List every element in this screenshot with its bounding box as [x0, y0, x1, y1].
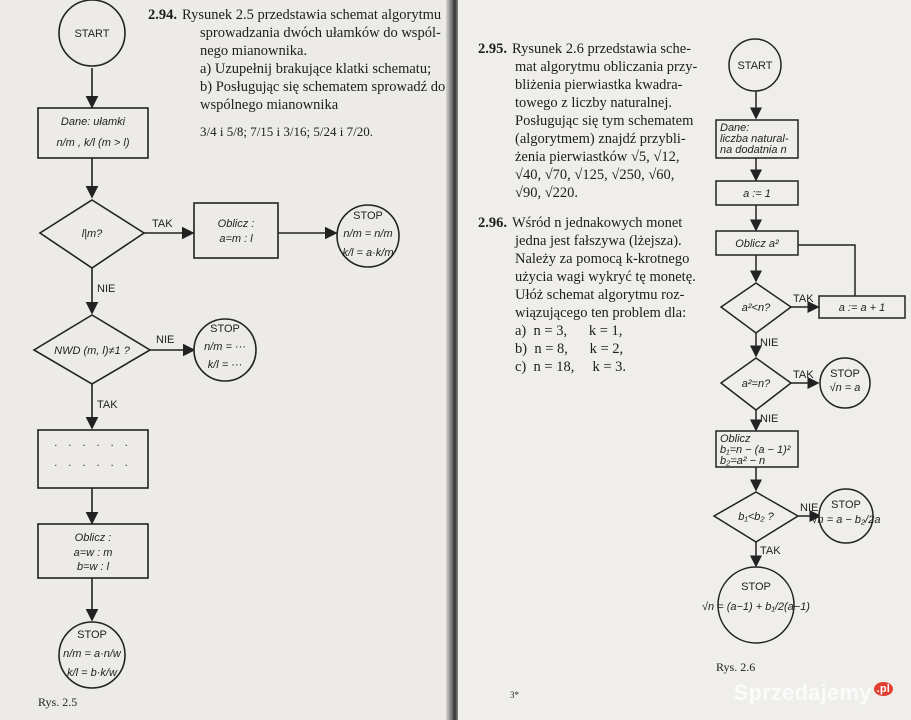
stop4-expr: √n = a — [829, 382, 861, 394]
stop1-line1: n/m = n/m — [343, 228, 393, 240]
problem-2-96-number: 2.96. — [478, 215, 507, 231]
decision-less-no: NIE — [760, 337, 779, 349]
problem-2-95-line6: żenia pierwiastków √5, √12, — [515, 149, 680, 165]
stop2-title: STOP — [210, 323, 240, 335]
decision-equal-label: a²=n? — [741, 378, 771, 390]
decision1-yes: TAK — [152, 218, 173, 230]
compute2-line1: a=w : m — [73, 547, 113, 559]
decision-b-yes: TAK — [760, 545, 781, 557]
compute2-title: Oblicz : — [74, 532, 112, 544]
left-page — [0, 0, 452, 720]
stop3-line1: n/m = a·n/w — [63, 648, 121, 660]
problem-2-96-case-c: c) n = 18, k = 3. — [515, 359, 626, 375]
problem-2-96-case-b: b) n = 8, k = 2, — [515, 341, 624, 357]
decision1-no: NIE — [97, 283, 116, 295]
start-label-2: START — [737, 60, 773, 72]
start-label: START — [74, 28, 110, 40]
compute1-label: Oblicz a² — [735, 238, 779, 250]
problem-2-94-number: 2.94. — [148, 7, 177, 23]
problem-2-95-line1: mat algorytmu obliczania przy- — [515, 59, 698, 75]
input2-line3: na dodatnia n — [720, 144, 787, 156]
problem-2-94 — [148, 6, 448, 114]
problem-2-95-line4: Posługując się tym schematem — [515, 113, 694, 129]
problem-2-94-line4: a) Uzupełnij brakujące klatki schematu; — [200, 61, 432, 77]
stop3-title: STOP — [77, 629, 107, 641]
stop2-line2: k/l = ··· — [207, 359, 243, 371]
watermark-suffix: .pl — [874, 682, 893, 696]
input-expr: n/m , k/l (m > l) — [56, 137, 130, 149]
stop6-title: STOP — [741, 581, 771, 593]
input2-line2: liczba natural- — [720, 133, 789, 145]
compute1-title: Oblicz : — [217, 218, 255, 230]
assign-label: a := 1 — [743, 188, 771, 200]
decision2-no: NIE — [156, 334, 175, 346]
stop2-line1: n/m = ··· — [204, 341, 246, 353]
problem-2-95-line2: bliżenia pierwiastka kwadra- — [515, 77, 683, 93]
compute-a-box — [194, 203, 278, 258]
figure-caption-2-5: Rys. 2.5 — [38, 695, 78, 709]
problem-2-95-line0: Rysunek 2.6 przedstawia sche- — [512, 41, 692, 57]
compute-b-line2: b₂=a² − n — [720, 455, 766, 467]
stop6-expr: √n = (a−1) + b₁/2(a−1) — [702, 601, 810, 613]
problem-2-95-line3: towego z liczby naturalnej. — [515, 95, 673, 111]
right-page — [458, 0, 911, 720]
problem-2-96-line3: użycia wagi wykryć tę monetę. — [515, 269, 696, 285]
watermark-logo — [734, 680, 893, 706]
stop3-line2: k/l = b·k/w — [67, 667, 117, 679]
problem-2-96-case-a: a) n = 3, k = 1, — [515, 323, 623, 339]
decision1-label: l|m? — [81, 228, 103, 240]
decision-b-label: b₁<b₂ ? — [738, 511, 774, 523]
stop5-expr: √n = a − b₂/2a — [811, 514, 881, 526]
decision2-yes: TAK — [97, 399, 118, 411]
input2-line1: Dane: — [720, 122, 750, 134]
compute-b-line1: b₁=n − (a − 1)² — [720, 444, 791, 456]
missing-box-dots-1: . . . . . . — [54, 437, 132, 449]
problem-2-96-line0: Wśród n jednakowych monet — [512, 215, 683, 231]
stop1-line2: k/l = a·k/m — [342, 247, 394, 259]
problem-2-94-line3: nego mianownika. — [200, 43, 308, 59]
problem-2-94-fractions: 3/4 i 5/8; 7/15 i 3/16; 5/24 i 7/20. — [200, 124, 373, 139]
problem-2-94-line6: wspólnego mianownika — [200, 97, 339, 113]
compute1-expr: a=m : l — [219, 233, 253, 245]
missing-box-dots-2: . . . . . . — [54, 457, 132, 469]
page-mark: 3* — [510, 690, 519, 700]
input-title: Dane: ułamki — [60, 116, 126, 128]
decision-equal-yes: TAK — [793, 369, 814, 381]
problem-2-96-line4: Ułóż schemat algorytmu roz- — [515, 287, 685, 303]
compute2-line2: b=w : l — [76, 561, 110, 573]
increment-label: a := a + 1 — [838, 302, 886, 314]
problem-2-96-line5: wiązującego ten problem dla: — [515, 305, 687, 321]
problem-2-95-roots1: √40, √70, √125, √250, √60, — [515, 167, 675, 183]
problem-2-95-number: 2.95. — [478, 41, 507, 57]
problem-2-96-line1: jedna jest fałszywa (lżejsza). — [515, 233, 682, 249]
decision-equal-no: NIE — [760, 413, 779, 425]
decision-less-yes: TAK — [793, 293, 814, 305]
problem-2-94-line2: sprowadzania dwóch ułamków do wspól- — [200, 25, 441, 41]
compute-b-title: Oblicz — [720, 433, 751, 445]
figure-caption-2-6: Rys. 2.6 — [716, 660, 756, 674]
stop1-title: STOP — [353, 210, 383, 222]
stop5-title: STOP — [831, 499, 861, 511]
flowchart-rys-2-6 — [458, 0, 911, 720]
problem-2-94-line5: b) Posługując się schematem sprowadź do — [200, 79, 446, 95]
decision2-label: NWD (m, l)≠1 ? — [54, 345, 130, 357]
decision-less-label: a²<n? — [741, 302, 771, 314]
watermark-text: Sprzedajemy — [733, 680, 872, 705]
problem-2-95-roots2: √90, √220. — [515, 185, 579, 201]
decision-b-no: NIE — [800, 502, 819, 514]
problem-2-95-line5: (algorytmem) znajdź przybli- — [515, 131, 686, 147]
problem-2-96-line2: Należy za pomocą k-krotnego — [515, 251, 690, 267]
problem-2-94-line1: Rysunek 2.5 przedstawia schemat algorytmu — [182, 7, 442, 23]
stop4-title: STOP — [830, 368, 860, 380]
